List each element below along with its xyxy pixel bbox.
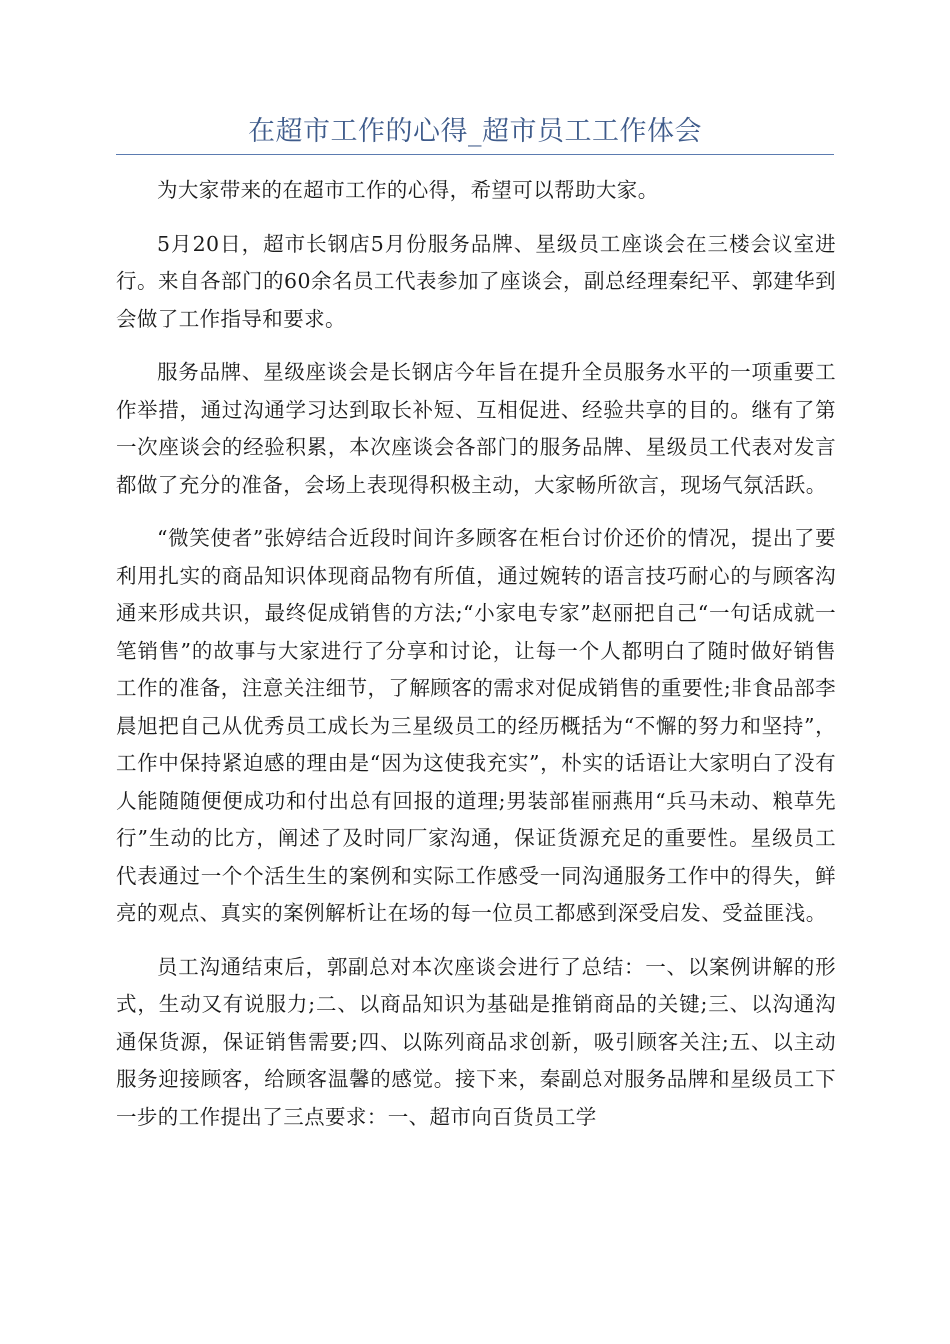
paragraph-intro: 为大家带来的在超市工作的心得，希望可以帮助大家。 [157, 178, 659, 202]
paragraph-meeting: 5月20日，超市长钢店5月份服务品牌、星级员工座谈会在三楼会议室进行。来自各部门的60余名员工代表参加了座谈会，副总经理秦纪平、郭建华到会做了工作指导和要求。 [116, 231, 836, 331]
document-title: 在超市工作的心得_超市员工工作体会 [248, 116, 702, 147]
paragraph-purpose: 服务品牌、星级座谈会是长钢店今年旨在提升全员服务水平的一项重要工作举措，通过沟通学习达到取长补短、互相促进、经验共享的目的。继有了第一次座谈会的经验积累，本次座谈会各部门的服务品牌、星级员工代表对发言都做了充分的准备，会场上表现得积极主动，大家畅所欲言，现场气氛活跃。 [116, 360, 836, 497]
paragraph-summary: 员工沟通结束后，郭副总对本次座谈会进行了总结：一、以案例讲解的形式，生动又有说服力;二、以商品知识为基础是推销商品的关键;三、以沟通沟通保货源，保证销售需要;四、以陈列商品求创新，吸引顾客关注;五、以主动服务迎接顾客，给顾客温馨的感觉。接下来，秦副总对服务品牌和星级员工下一步的工作提出了三点要求：一、超市向百货员工学 [116, 954, 836, 1129]
paragraph-speakers: “微笑使者”张婷结合近段时间许多顾客在柜台讨价还价的情况，提出了要利用扎实的商品知识体现商品物有所值，通过婉转的语言技巧耐心的与顾客沟通来形成共识，最终促成销售的方法;“小家电专家”赵丽把自己“一句话成就一笔销售”的故事与大家进行了分享和讨论，让每一个人都明白了随时做好销售工作的准备，注意关注细节，了解顾客的需求对促成销售的重要性;非食品部李晨旭把自己从优秀员工成长为三星级员工的经历概括为“不懈的努力和坚持”，工作中保持紧迫感的理由是“因为这使我充实”，朴实的话语让大家明白了没有人能随随便便成功和付出总有回报的道理;男装部崔丽燕用“兵马未动、粮草先行”生动的比方，阐述了及时同厂家沟通，保证货源充足的重要性。星级员工代表通过一个个活生生的案例和实际工作感受一同沟通服务工作中的得失，鲜亮的观点、真实的案例解析让在场的每一位员工都感到深受启发、受益匪浅。 [116, 526, 836, 925]
title-underline [116, 154, 834, 155]
document-body [116, 172, 836, 1152]
